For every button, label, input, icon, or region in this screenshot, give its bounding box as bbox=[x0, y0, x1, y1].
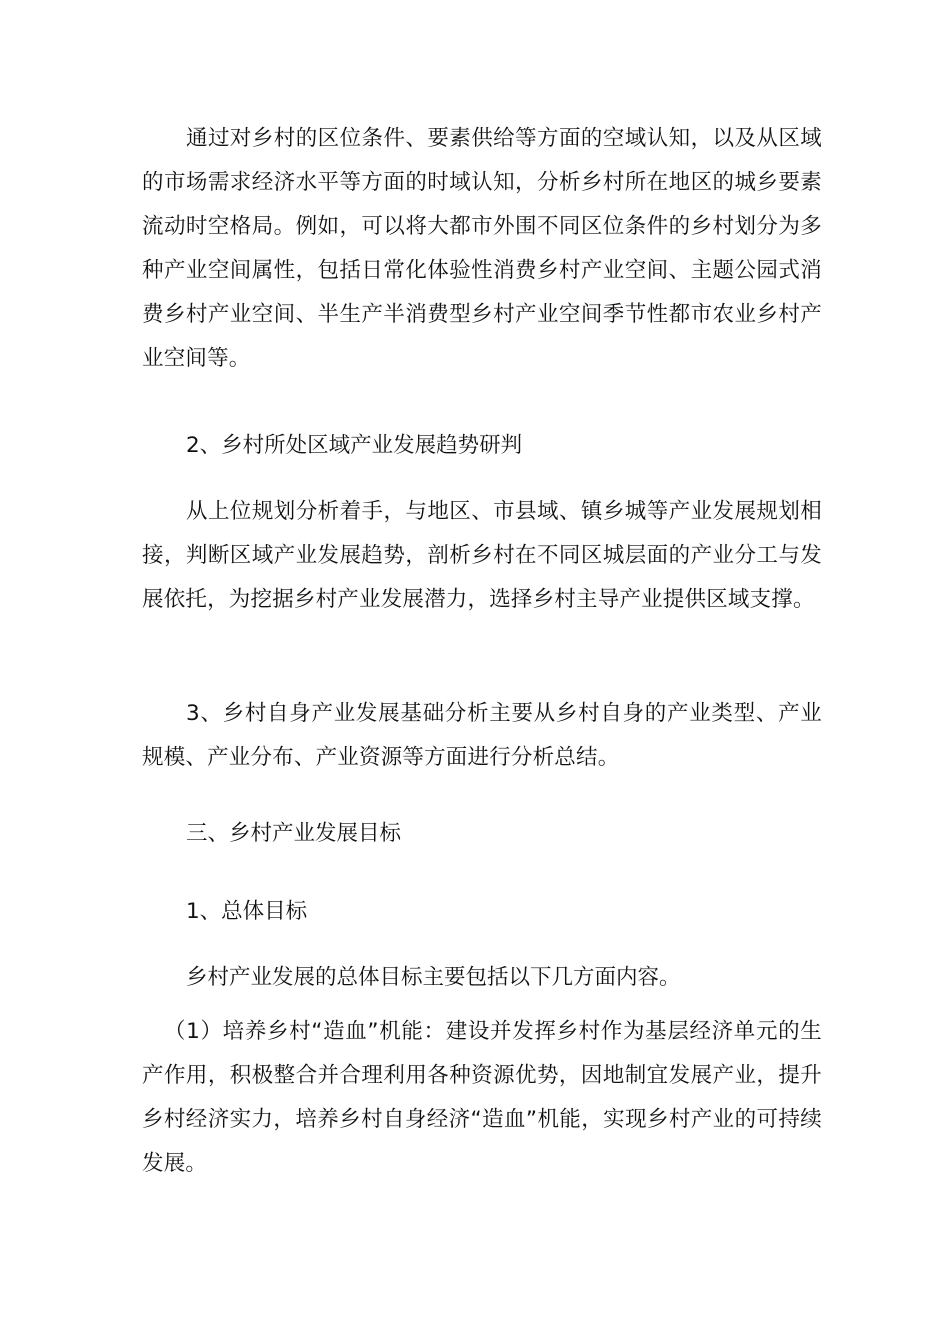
paragraph-goal-1: （1）培养乡村“造血”机能：建设并发挥乡村作为基层经济单元的生产作用，积极整合并合理利用各种资源优势，因地制宜发展产业，提升乡村经济实力，培养乡村自身经济“造血”机能，实现乡村产业的可持续发展。 bbox=[142, 1019, 822, 1176]
paragraph-regional-trend: 从上位规划分析着手，与地区、市县域、镇乡城等产业发展规划相接，判断区域产业发展趋势，剖析乡村在不同区城层面的产业分工与发展依托，为挖据乡村产业发展潜力，选择乡村主导产业提供区域支撑。 bbox=[142, 499, 822, 612]
paragraph-overall-goal-intro: 乡村产业发展的总体目标主要包括以下几方面内容。 bbox=[186, 965, 681, 990]
paragraph-own-foundation: 3、乡村自身产业发展基础分析主要从乡村自身的产业类型、产业规模、产业分布、产业资源等方面进行分析总结。 bbox=[142, 701, 822, 770]
heading-goals: 三、乡村产业发展目标 bbox=[186, 821, 402, 846]
heading-regional-trend: 2、乡村所处区域产业发展趋势研判 bbox=[186, 433, 523, 458]
paragraph-spatial-temporal: 通过对乡村的区位条件、要素供给等方面的空域认知，以及从区域的市场需求经济水平等方面的时域认知，分析乡村所在地区的城乡要素流动时空格局。例如，可以将大都市外围不同区位条件的乡村划分为多种产业空间属性，包括日常化体验性消费乡村产业空间、主题公园式消费乡村产业空间、半生产半消费型乡村产业空间季节性都市农业乡村产业空间等。 bbox=[142, 126, 822, 371]
heading-overall-goal: 1、总体目标 bbox=[186, 899, 308, 924]
